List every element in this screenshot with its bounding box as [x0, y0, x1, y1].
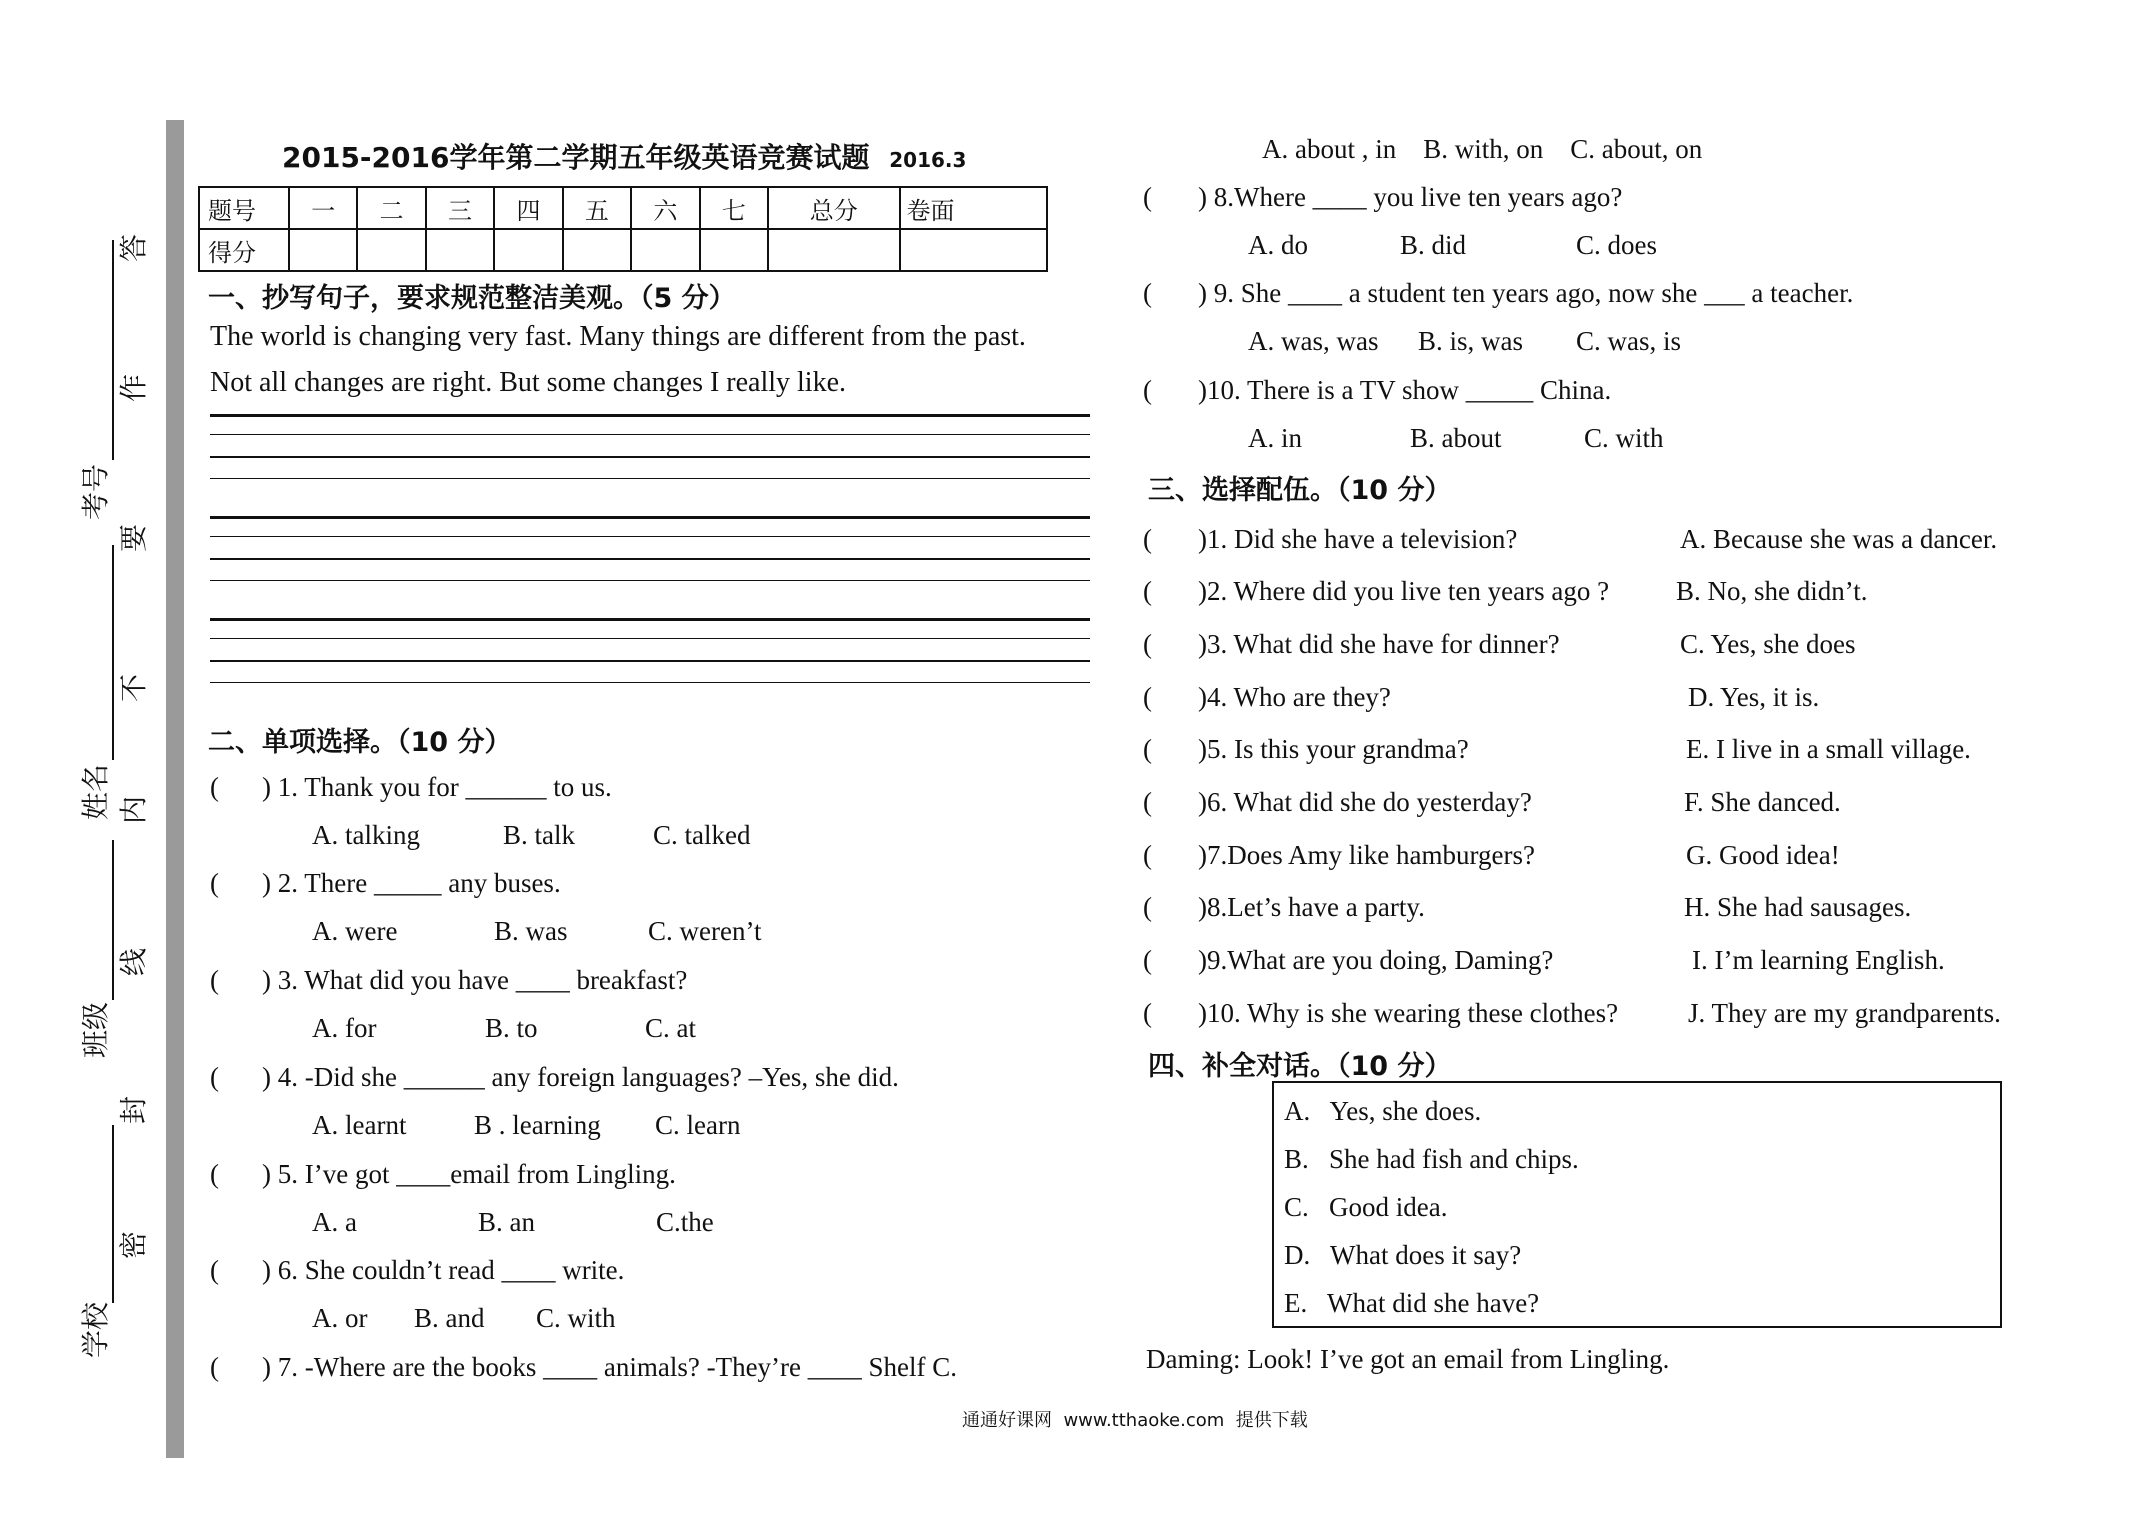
seal-word: 作 — [117, 373, 151, 403]
score-cell: 一 — [289, 187, 357, 229]
section-1-title: 一、抄写句子，要求规范整洁美观。（5 分） — [208, 283, 736, 314]
answer-paren[interactable]: ( — [210, 1352, 219, 1382]
answer-paren[interactable]: ( — [1143, 576, 1152, 606]
option-b: B. to — [485, 1013, 538, 1043]
option-b: B. an — [478, 1207, 535, 1237]
score-input-cell[interactable] — [563, 229, 631, 271]
answer-paren[interactable]: ( — [210, 965, 219, 995]
match-question: )1. Did she have a television? — [1198, 524, 1518, 554]
question-text: ) 5. I’ve got ____email from Lingling. — [262, 1159, 676, 1189]
option-a: A. for — [312, 1013, 377, 1043]
score-cell: 总分 — [768, 187, 900, 229]
option-b: B. was — [494, 916, 568, 946]
seal-word: 密 — [117, 1230, 151, 1260]
answer-paren[interactable]: ( — [1143, 998, 1152, 1028]
option-b: B. and — [414, 1303, 485, 1333]
question-text: ) 2. There _____ any buses. — [262, 868, 561, 898]
copy-sentence-2: Not all changes are right. But some changes I really like. — [210, 367, 847, 398]
match-question: )3. What did she have for dinner? — [1198, 629, 1560, 659]
match-answer: F. She danced. — [1684, 787, 1841, 817]
option-a: A. a — [312, 1207, 357, 1237]
answer-paren[interactable]: ( — [1143, 524, 1152, 554]
option-c: C. was, is — [1576, 326, 1682, 356]
score-cell: 卷面 — [900, 187, 1047, 229]
question-text: ) 6. She couldn’t read ____ write. — [262, 1255, 625, 1285]
score-cell: 五 — [563, 187, 631, 229]
seal-word: 线 — [117, 947, 151, 977]
score-cell: 三 — [426, 187, 494, 229]
answer-paren[interactable]: ( — [210, 1255, 219, 1285]
seal-word: 不 — [117, 673, 151, 703]
answer-paren[interactable]: ( — [1143, 629, 1152, 659]
dialogue-option-c: C. Good idea. — [1284, 1192, 1448, 1222]
answer-paren[interactable]: ( — [210, 868, 219, 898]
option-b: B . learning — [474, 1110, 601, 1140]
answer-paren[interactable]: ( — [1143, 182, 1152, 212]
seal-word: 封 — [117, 1095, 151, 1125]
answer-paren[interactable]: ( — [1143, 682, 1152, 712]
match-answer: G. Good idea! — [1686, 840, 1840, 870]
match-question: )8.Let’s have a party. — [1198, 892, 1425, 922]
question-text: ) 4. -Did she ______ any foreign languages? –Yes, she did. — [262, 1062, 899, 1092]
match-answer: C. Yes, she does — [1680, 629, 1856, 659]
score-table-score-row — [199, 229, 1047, 271]
option-a: A. were — [312, 916, 398, 946]
q7-options: A. about , in B. with, on C. about, on — [1262, 134, 1703, 164]
option-b: B. about — [1410, 423, 1502, 453]
score-input-cell[interactable] — [289, 229, 357, 271]
score-cell: 四 — [494, 187, 562, 229]
dialogue-option-a: A. Yes, she does. — [1284, 1096, 1482, 1126]
dialogue-option-b: B. She had fish and chips. — [1284, 1144, 1579, 1174]
option-c: C. at — [645, 1013, 696, 1043]
answer-paren[interactable]: ( — [1143, 840, 1152, 870]
question-text: ) 8.Where ____ you live ten years ago? — [1198, 182, 1623, 212]
title-text: 2015-2016学年第二学期五年级英语竞赛试题 — [282, 141, 870, 174]
score-input-cell[interactable] — [900, 229, 1047, 271]
option-b: B. talk — [503, 820, 575, 850]
score-input-cell[interactable] — [700, 229, 768, 271]
side-field-school: 学校 — [79, 1301, 113, 1359]
option-a: A. do — [1248, 230, 1308, 260]
answer-paren[interactable]: ( — [1143, 375, 1152, 405]
score-cell: 二 — [357, 187, 425, 229]
answer-paren[interactable]: ( — [210, 1062, 219, 1092]
question-text: ) 1. Thank you for ______ to us. — [262, 772, 612, 802]
match-answer: H. She had sausages. — [1684, 892, 1912, 922]
option-a: A. or — [312, 1303, 368, 1333]
seal-word: 内 — [117, 795, 151, 825]
answer-paren[interactable]: ( — [1143, 945, 1152, 975]
score-input-cell[interactable] — [768, 229, 900, 271]
side-line-exam-number — [112, 240, 114, 460]
question-text: ) 9. She ____ a student ten years ago, now she ___ a teacher. — [1198, 278, 1854, 308]
binding-strip — [166, 120, 184, 1458]
question-text: )10. There is a TV show _____ China. — [1198, 375, 1612, 405]
side-field-name: 姓名 — [79, 763, 113, 821]
match-answer: A. Because she was a dancer. — [1680, 524, 1998, 554]
answer-paren[interactable]: ( — [1143, 787, 1152, 817]
option-a: A. in — [1248, 423, 1302, 453]
option-a: A. learnt — [312, 1110, 407, 1140]
match-question: )9.What are you doing, Daming? — [1198, 945, 1554, 975]
score-input-cell[interactable] — [426, 229, 494, 271]
seal-word: 要 — [117, 523, 151, 553]
question-text: ) 7. -Where are the books ____ animals? -They’re ____ Shelf C. — [262, 1352, 958, 1382]
score-table-header-row — [199, 187, 1047, 229]
match-question: )7.Does Amy like hamburgers? — [1198, 840, 1535, 870]
match-question: )10. Why is she wearing these clothes? — [1198, 998, 1619, 1028]
match-answer: I. I’m learning English. — [1692, 945, 1945, 975]
option-c: C. with — [1584, 423, 1664, 453]
answer-paren[interactable]: ( — [1143, 892, 1152, 922]
page-title — [282, 136, 966, 176]
match-answer: D. Yes, it is. — [1688, 682, 1820, 712]
option-c: C. with — [536, 1303, 616, 1333]
section-4-title: 四、补全对话。（10 分） — [1148, 1051, 1452, 1082]
match-question: )5. Is this your grandma? — [1198, 734, 1469, 764]
seal-word: 答 — [117, 233, 151, 263]
score-input-cell[interactable] — [357, 229, 425, 271]
answer-paren[interactable]: ( — [210, 772, 219, 802]
dialogue-option-d: D. What does it say? — [1284, 1240, 1522, 1270]
section-2-title: 二、单项选择。（10 分） — [208, 727, 512, 758]
option-c: C.the — [656, 1207, 714, 1237]
footer-credit: 通通好课网 www.tthaoke.com 提供下载 — [962, 1410, 1308, 1431]
match-question: )4. Who are they? — [1198, 682, 1391, 712]
option-c: C. learn — [655, 1110, 741, 1140]
score-input-cell[interactable] — [631, 229, 699, 271]
option-a: A. talking — [312, 820, 420, 850]
side-field-class: 班级 — [79, 1001, 113, 1059]
answer-paren[interactable]: ( — [1143, 734, 1152, 764]
match-answer: B. No, she didn’t. — [1676, 576, 1868, 606]
option-a: A. was, was — [1248, 326, 1379, 356]
match-question: )2. Where did you live ten years ago ? — [1198, 576, 1610, 606]
question-text: ) 3. What did you have ____ breakfast? — [262, 965, 688, 995]
answer-paren[interactable]: ( — [1143, 278, 1152, 308]
side-line-school — [112, 1125, 114, 1303]
match-answer: J. They are my grandparents. — [1688, 998, 2001, 1028]
title-date: 2016.3 — [889, 148, 967, 172]
match-question: )6. What did she do yesterday? — [1198, 787, 1532, 817]
score-cell: 六 — [631, 187, 699, 229]
score-cell-label: 题号 — [199, 187, 289, 229]
option-c: C. weren’t — [648, 916, 762, 946]
side-field-exam-number: 考号 — [79, 463, 113, 521]
score-cell-label: 得分 — [199, 229, 289, 271]
dialogue-option-e: E. What did she have? — [1284, 1288, 1540, 1318]
answer-paren[interactable]: ( — [210, 1159, 219, 1189]
score-cell: 七 — [700, 187, 768, 229]
score-table — [198, 186, 1048, 272]
option-c: C. talked — [653, 820, 751, 850]
option-c: C. does — [1576, 230, 1657, 260]
dialogue-line: Daming: Look! I’ve got an email from Lingling. — [1146, 1344, 1670, 1374]
copy-sentence-1: The world is changing very fast. Many things are different from the past. — [210, 321, 1026, 352]
section-3-title: 三、选择配伍。（10 分） — [1148, 475, 1452, 506]
score-input-cell[interactable] — [494, 229, 562, 271]
option-b: B. is, was — [1418, 326, 1524, 356]
side-line-name — [112, 545, 114, 760]
option-b: B. did — [1400, 230, 1467, 260]
match-answer: E. I live in a small village. — [1686, 734, 1971, 764]
